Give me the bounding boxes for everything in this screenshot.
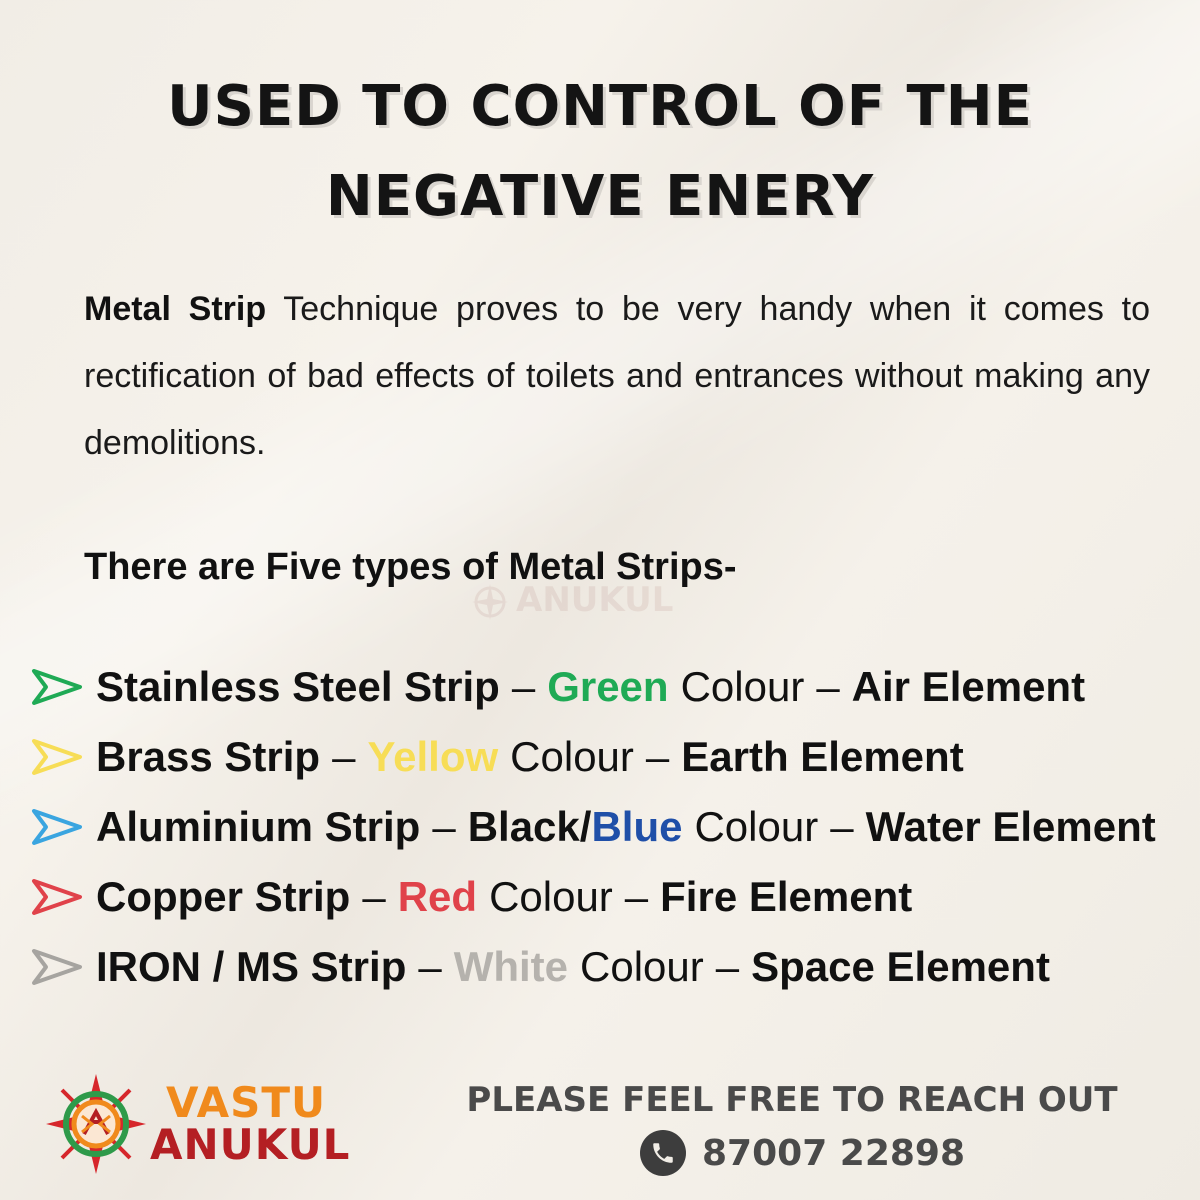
metal-name: Stainless Steel Strip: [96, 663, 500, 710]
intro-paragraph: [84, 276, 1150, 477]
page-title: [0, 62, 1200, 242]
dash-separator: –: [432, 803, 456, 850]
chevron-arrow-icon: [30, 947, 84, 987]
watermark: [470, 580, 673, 622]
colour-word: Green: [547, 663, 669, 710]
colour-word: Yellow: [367, 733, 499, 780]
brand-name-vastu: VASTU: [166, 1078, 327, 1127]
colour-word: White: [453, 943, 569, 990]
chevron-arrow-icon: [30, 807, 84, 847]
colour-label: Colour: [580, 943, 704, 990]
dash-separator: –: [715, 943, 740, 990]
metal-name: Copper Strip: [96, 873, 351, 920]
intro-text: Technique proves to be very handy when it comes to rectification of bad effects of toilets and entrances without making any demolitions.: [84, 290, 1150, 462]
metal-name: Brass Strip: [96, 733, 321, 780]
chevron-arrow-icon: [30, 737, 84, 777]
dash-separator: –: [418, 943, 442, 990]
dash-separator: –: [816, 663, 840, 710]
colour-prefix: Black/: [467, 803, 592, 850]
dash-separator: –: [624, 873, 649, 920]
dash-separator: –: [511, 663, 536, 710]
colour-label: Colour: [489, 873, 613, 920]
phone-icon: [640, 1130, 686, 1176]
dash-separator: –: [332, 733, 356, 780]
element-name: Air Element: [851, 663, 1086, 710]
colour-label: Colour: [680, 663, 805, 710]
colour-label: Colour: [694, 803, 819, 850]
compass-watermark-icon: [470, 582, 510, 622]
contact-cta: PLEASE FEEL FREE TO REACH OUT: [466, 1080, 1118, 1120]
watermark-text: ANUKUL: [516, 580, 674, 620]
subheading: There are Five types of Metal Strips-: [84, 546, 737, 588]
metal-strip-list: [30, 652, 1156, 1002]
title-line-1: USED TO CONTROL OF THE: [167, 74, 1033, 139]
list-item: [30, 862, 1156, 932]
list-item: [30, 652, 1156, 722]
element-name: Water Element: [865, 803, 1156, 850]
phone-number[interactable]: 87007 22898: [702, 1132, 966, 1174]
list-item: [30, 722, 1156, 792]
list-item: [30, 932, 1156, 1002]
element-name: Fire Element: [660, 873, 913, 920]
element-name: Earth Element: [681, 733, 964, 780]
intro-bold-term: Metal Strip: [84, 290, 267, 328]
metal-name: Aluminium Strip: [96, 803, 421, 850]
brand-name-anukul: ANUKUL: [150, 1120, 351, 1169]
colour-word: Blue: [591, 803, 683, 850]
dash-separator: –: [362, 873, 386, 920]
metal-name: IRON / MS Strip: [96, 943, 407, 990]
list-item: [30, 792, 1156, 862]
chevron-arrow-icon: [30, 877, 84, 917]
element-name: Space Element: [751, 943, 1050, 990]
dash-separator: –: [830, 803, 854, 850]
phone-row[interactable]: [640, 1130, 965, 1176]
title-line-2: NEGATIVE ENERY: [325, 164, 875, 229]
colour-word: Red: [397, 873, 478, 920]
chevron-arrow-icon: [30, 667, 84, 707]
colour-label: Colour: [510, 733, 634, 780]
dash-separator: –: [645, 733, 670, 780]
